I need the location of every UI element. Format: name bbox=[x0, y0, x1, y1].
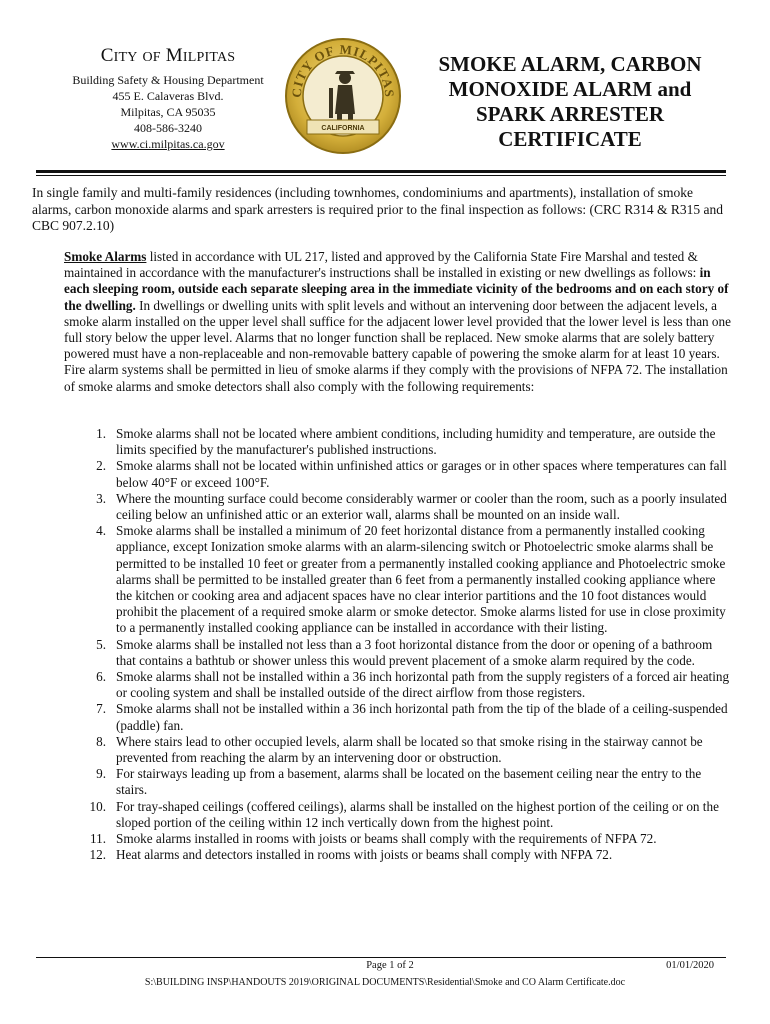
document-title bbox=[420, 52, 720, 152]
city-name-of: OF bbox=[142, 50, 161, 65]
list-item-number: 5. bbox=[96, 636, 106, 652]
city-name-cap-2: M bbox=[165, 45, 183, 66]
smoke-alarms-text-2: In dwellings or dwelling units with split levels and without an intervening door between the adjacent levels, a smoke alarm installed on the upper level shall suffice for the adjacent lower level provided that the lower level is less than one full story below the upper level. Alarms that no longer function shall be replaced. New smoke alarms that are solely battery powered must have a non-replaceable and non-removable battery capable of powering the smoke alarm for at least 10 years. Fire alarm systems shall be permitted in lieu of smoke alarms if they comply with the provisions of NFPA 72. The installation of smoke alarms and smoke detectors shall also comply with the following requirements: bbox=[64, 297, 731, 394]
list-item-number: 10. bbox=[89, 798, 106, 814]
footer-divider bbox=[36, 957, 726, 958]
list-item-text: Smoke alarms shall not be located within unfinished attics or garages or in other spaces where temperatures can fall below 40°F or exceed 100°F. bbox=[116, 458, 727, 490]
list-item-number: 1. bbox=[96, 426, 106, 441]
seal-ribbon-text: CALIFORNIA bbox=[321, 125, 365, 132]
list-item bbox=[64, 669, 732, 701]
list-item-number: 4. bbox=[96, 523, 106, 539]
smoke-alarms-heading: Smoke Alarms bbox=[64, 249, 147, 264]
list-item-text: Smoke alarms shall be installed not less than a 3 foot horizontal distance from the door or opening of a bathroom that contains a bathtub or shower unless this would prevent placement of a smoke alarm required by the code. bbox=[116, 636, 713, 668]
list-item-text: Where stairs lead to other occupied levels, alarm shall be located so that smoke rising in the stairway cannot be prevented from reaching the alarm by an intervening door or obstruction. bbox=[116, 733, 703, 766]
list-item-text: For tray-shaped ceilings (coffered ceilings), alarms shall be installed on the highest portion of the ceiling or on the sloped portion of the ceiling within 12 inch vertically down from the highest point. bbox=[116, 798, 719, 830]
city-state-zip: Milpitas, CA 95035 bbox=[120, 105, 216, 119]
department-name: Building Safety & Housing Department bbox=[72, 73, 264, 87]
header-divider-thin bbox=[36, 175, 726, 176]
city-seal-icon bbox=[283, 36, 403, 156]
list-item-number: 9. bbox=[96, 766, 106, 782]
website-link[interactable]: www.ci.milpitas.ca.gov bbox=[111, 137, 225, 151]
list-item-text: Smoke alarms shall not be located where ambient conditions, including humidity and temperature, are outside the limits specified by the manufacturer's published instructions. bbox=[116, 426, 716, 458]
city-name-rest-2: ILPITAS bbox=[182, 50, 236, 65]
city-name-cap-1: C bbox=[100, 45, 114, 66]
list-item-number: 8. bbox=[96, 733, 106, 749]
phone-number: 408-586-3240 bbox=[134, 121, 202, 135]
list-item-text: For stairways leading up from a basement, alarms shall be located on the basement ceiling near the entry to the stairs. bbox=[116, 766, 702, 798]
list-item-text: Smoke alarms shall be installed a minimum of 20 feet horizontal distance from a permanently installed cooking appliance, except Ionization smoke alarms with an alarm-silencing switch or Photoelectric smoke alarms shall be permitted to be installed 10 feet or greater from a permanently installed cooking appliance and Photoelectric smoke alarms shall be permitted to be installed greater than 6 feet from a permanently installed cooking appliance where the kitchen or cooking area and adjacent spaces have no clear interior partitions and the 10 foot distances would prohibit the placement of a required smoke alarm or smoke detector. Smoke alarms listed for use in close proximity to a permanently installed cooking appliance can be installed in accordance with their listing. bbox=[116, 523, 726, 636]
list-item bbox=[64, 847, 732, 863]
smoke-alarms-text-1: listed in accordance with UL 217, listed and approved by the California State Fire Marshal and tested & maintained in accordance with the manufacturer's instructions shall be installed in existing or new dwellings as follows: bbox=[64, 249, 700, 281]
smoke-alarms-paragraph bbox=[64, 249, 732, 395]
list-item-text: Smoke alarms shall not be installed within a 36 inch horizontal path from the supply registers of a forced air heating or cooling system and shall be installed outside of the direct airflow from those registers. bbox=[116, 669, 730, 701]
list-item-number: 2. bbox=[96, 458, 106, 474]
title-line-2: MONOXIDE ALARM and bbox=[448, 77, 692, 101]
list-item bbox=[64, 637, 732, 669]
file-path: S:\BUILDING INSP\HANDOUTS 2019\ORIGINAL DOCUMENTS\Residential\Smoke and CO Alarm Certificate.doc bbox=[144, 977, 626, 988]
title-line-3: SPARK ARRESTER bbox=[475, 102, 665, 126]
list-item bbox=[64, 491, 732, 523]
list-item-text: Heat alarms and detectors installed in rooms with joists or beams shall comply with NFPA 72. bbox=[116, 847, 613, 863]
list-item bbox=[64, 766, 732, 798]
list-item bbox=[64, 426, 732, 458]
footer-date: 01/01/2020 bbox=[666, 960, 714, 971]
list-item-number: 7. bbox=[96, 701, 106, 717]
list-item-number: 11. bbox=[90, 831, 106, 847]
smoke-alarms-locations: in each sleeping room, outside each separate sleeping area in the immediate vicinity of the bedrooms and on each story of the dwelling. bbox=[64, 265, 729, 313]
page-number: Page 1 of 2 bbox=[366, 960, 414, 971]
city-header bbox=[58, 44, 278, 152]
header-divider-thick bbox=[36, 170, 726, 173]
list-item-text: Smoke alarms installed in rooms with joists or beams shall comply with the requirements of NFPA 72. bbox=[116, 831, 657, 847]
street-address: 455 E. Calaveras Blvd. bbox=[112, 89, 224, 103]
list-item bbox=[64, 458, 732, 490]
list-item-text: Smoke alarms shall not be installed within a 36 inch horizontal path from the tip of the blade of a ceiling-suspended (paddle) fan. bbox=[116, 701, 728, 733]
list-item bbox=[64, 734, 732, 766]
list-item-text: Where the mounting surface could become considerably warmer or cooler than the room, such as a poorly insulated ceiling below an unfinished attic or an exterior wall, alarms shall be mounted on an inside wall. bbox=[116, 490, 727, 523]
city-name bbox=[58, 44, 278, 70]
title-line-1: SMOKE ALARM, CARBON bbox=[438, 52, 702, 76]
requirements-list bbox=[64, 426, 732, 863]
list-item-number: 12. bbox=[89, 847, 106, 863]
city-name-rest-1: ITY bbox=[113, 50, 138, 65]
intro-paragraph: In single family and multi-family residences (including townhomes, condominiums and apartments), installation of smoke alarms, carbon monoxide alarms and spark arresters is required prior to the final inspection as follows: (CRC R314 & R315 and CBC 907.2.10) bbox=[32, 185, 723, 233]
seal-arc-text: CITY OF MILPITAS bbox=[288, 41, 398, 99]
list-item bbox=[64, 701, 732, 733]
list-item bbox=[64, 799, 732, 831]
list-item-number: 3. bbox=[96, 490, 106, 506]
list-item bbox=[64, 523, 732, 636]
list-item bbox=[64, 831, 732, 847]
list-item-number: 6. bbox=[96, 669, 106, 685]
title-line-4: CERTIFICATE bbox=[498, 127, 642, 151]
